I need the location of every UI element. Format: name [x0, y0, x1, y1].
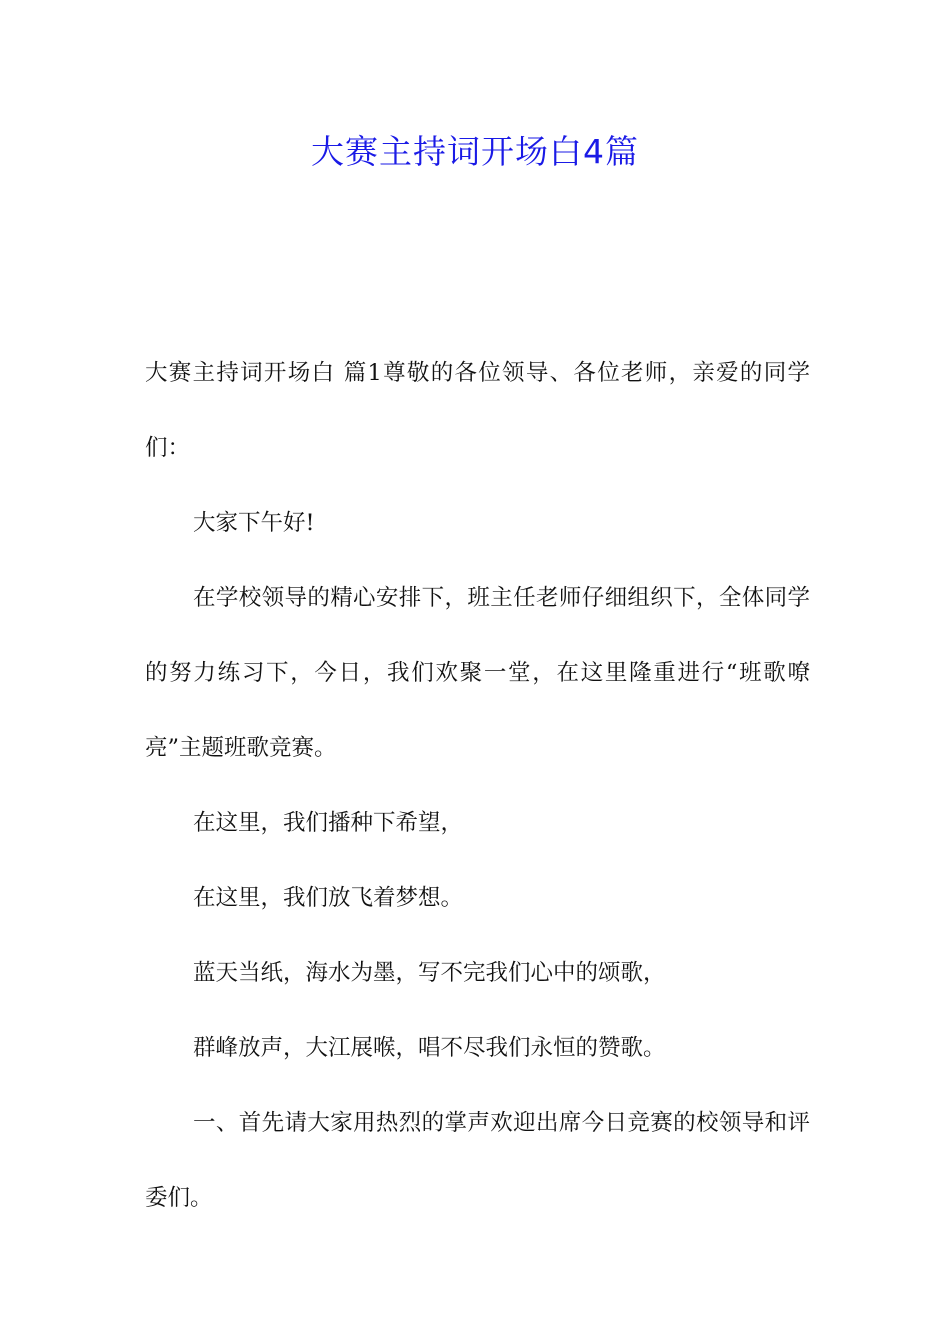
paragraph-8: 一、首先请大家用热烈的掌声欢迎出席今日竞赛的校领导和评委们。	[145, 1110, 810, 1211]
paragraph-2: 大家下午好!	[193, 510, 315, 536]
paragraph-6: 蓝天当纸，海水为墨，写不完我们心中的颂歌，	[193, 960, 666, 986]
paragraph-7: 群峰放声，大江展喉，唱不尽我们永恒的赞歌。	[193, 1035, 666, 1061]
document-body	[145, 336, 810, 1236]
paragraph-1: 大赛主持词开场白 篇1尊敬的各位领导、各位老师，亲爱的同学们：	[145, 360, 810, 461]
document-title: 大赛主持词开场白4篇	[311, 132, 639, 171]
paragraph-5: 在这里，我们放飞着梦想。	[193, 885, 464, 911]
paragraph-4: 在这里，我们播种下希望，	[193, 810, 464, 836]
paragraph-3: 在学校领导的精心安排下，班主任老师仔细组织下，全体同学的努力练习下，今日，我们欢聚一堂，在这里隆重进行“班歌嘹亮”主题班歌竞赛。	[145, 585, 810, 761]
